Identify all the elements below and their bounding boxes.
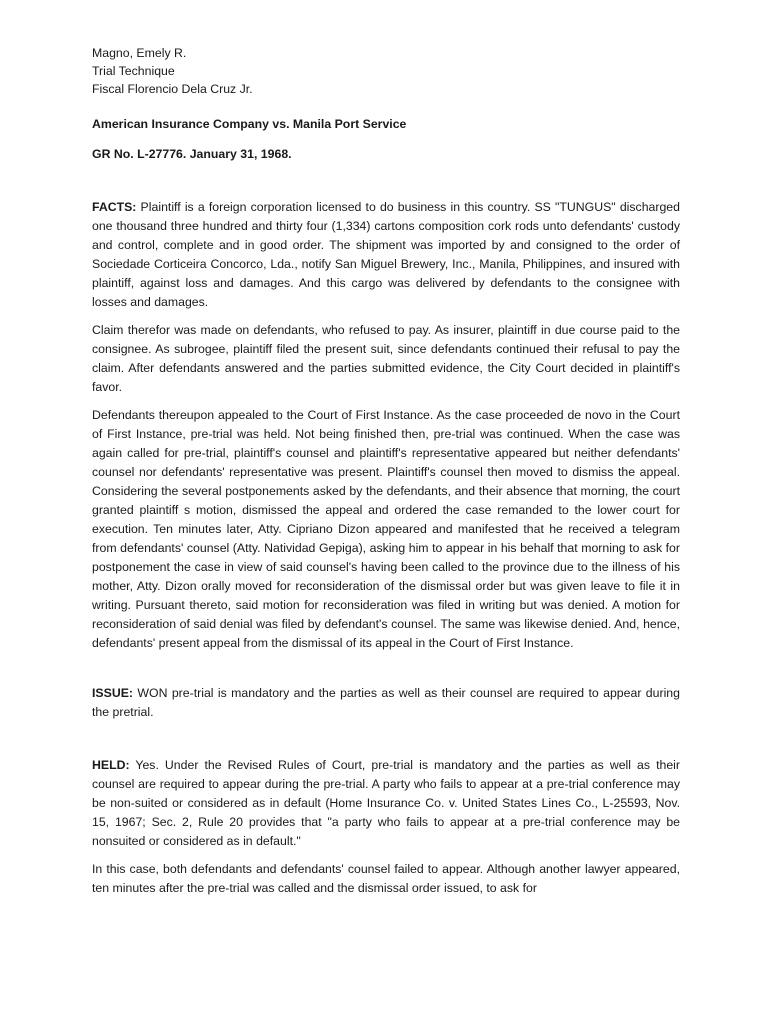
course-name: Trial Technique — [92, 64, 175, 78]
facts-paragraph-1 — [92, 198, 680, 312]
facts-paragraph-3: Defendants thereupon appealed to the Court of First Instance. As the case proceeded de novo in the Court of First Instance, pre-trial was held. Not being finished then, pre-trial was continued. When the case was again called for pre-trial, plaintiff's counsel and plaintiff's representative appeared but neither defendants' counsel nor defendants' representative was present. Plaintiff's counsel then moved to dismiss the appeal. Considering the several postponements asked by the defendants, and their absence that morning, the court granted plaintiff s motion, dismissed the appeal and ordered the case remanded to the lower court for execution. Ten minutes later, Atty. Cipriano Dizon appeared and manifested that he received a telegram from defendants' counsel (Atty. Natividad Gepiga), asking him to appear in his behalf that morning to ask for postponement the case in view of said counsel's having been called to the province due to the illness of his mother, Atty. Dizon orally moved for reconsideration of the dismissal order but was given leave to file it in writing. Pursuant thereto, said motion for reconsideration was filed in writing but was denied. A motion for reconsideration of said denial was filed by defendant's counsel. The same was likewise denied. And, hence, defendants' present appeal from the dismissal of its appeal in the Court of First Instance. — [92, 408, 680, 650]
document-page — [92, 44, 680, 907]
case-gr-number: GR No. L-27776. January 31, 1968. — [92, 147, 292, 161]
held-text-1: Yes. Under the Revised Rules of Court, pre-trial is mandatory and the parties as well as their counsel are required to appear during the pre-trial. A party who fails to appear at a pre-trial conference may be non-suited or considered as in default (Home Insurance Co. v. United States Lines Co., L-25593, Nov. 15, 1967; Sec. 2, Rule 20 provides that "a party who fails to appear at a pre-trial conference may be nonsuited or considered as in default." — [92, 758, 680, 848]
held-section — [92, 756, 680, 898]
facts-paragraph-2: Claim therefor was made on defendants, who refused to pay. As insurer, plaintiff in due course paid to the consignee. As subrogee, plaintiff filed the present suit, since defendants continued their refusal to pay the claim. After defendants answered and the parties submitted evidence, the City Court decided in plaintiff's favor. — [92, 323, 680, 394]
issue-label: ISSUE: — [92, 686, 133, 700]
issue-text: WON pre-trial is mandatory and the parties as well as their counsel are required to appear during the pretrial. — [92, 686, 680, 719]
instructor-name: Fiscal Florencio Dela Cruz Jr. — [92, 82, 253, 96]
held-label: HELD: — [92, 758, 130, 772]
case-title: American Insurance Company vs. Manila Port Service — [92, 117, 407, 131]
author-name: Magno, Emely R. — [92, 46, 187, 60]
facts-text-1: Plaintiff is a foreign corporation licensed to do business in this country. SS "TUNGUS" discharged one thousand three hundred and thirty four (1,334) cartons composition cork rods unto defendants' custody and control, complete and in good order. The shipment was imported by and consigned to the order of Sociedade Corticeira Concorco, Lda., notify San Miguel Brewery, Inc., Manila, Philippines, and insured with plaintiff, against loss and damages. And this cargo was delivered by defendants to the consignee with losses and damages. — [92, 200, 680, 309]
issue-section — [92, 684, 680, 722]
facts-section — [92, 198, 680, 653]
held-paragraph-2: In this case, both defendants and defendants' counsel failed to appear. Although another lawyer appeared, ten minutes after the pre-trial was called and the dismissal order issued, to ask for — [92, 862, 680, 895]
facts-label: FACTS: — [92, 200, 137, 214]
issue-paragraph — [92, 684, 680, 722]
held-paragraph-1 — [92, 756, 680, 851]
